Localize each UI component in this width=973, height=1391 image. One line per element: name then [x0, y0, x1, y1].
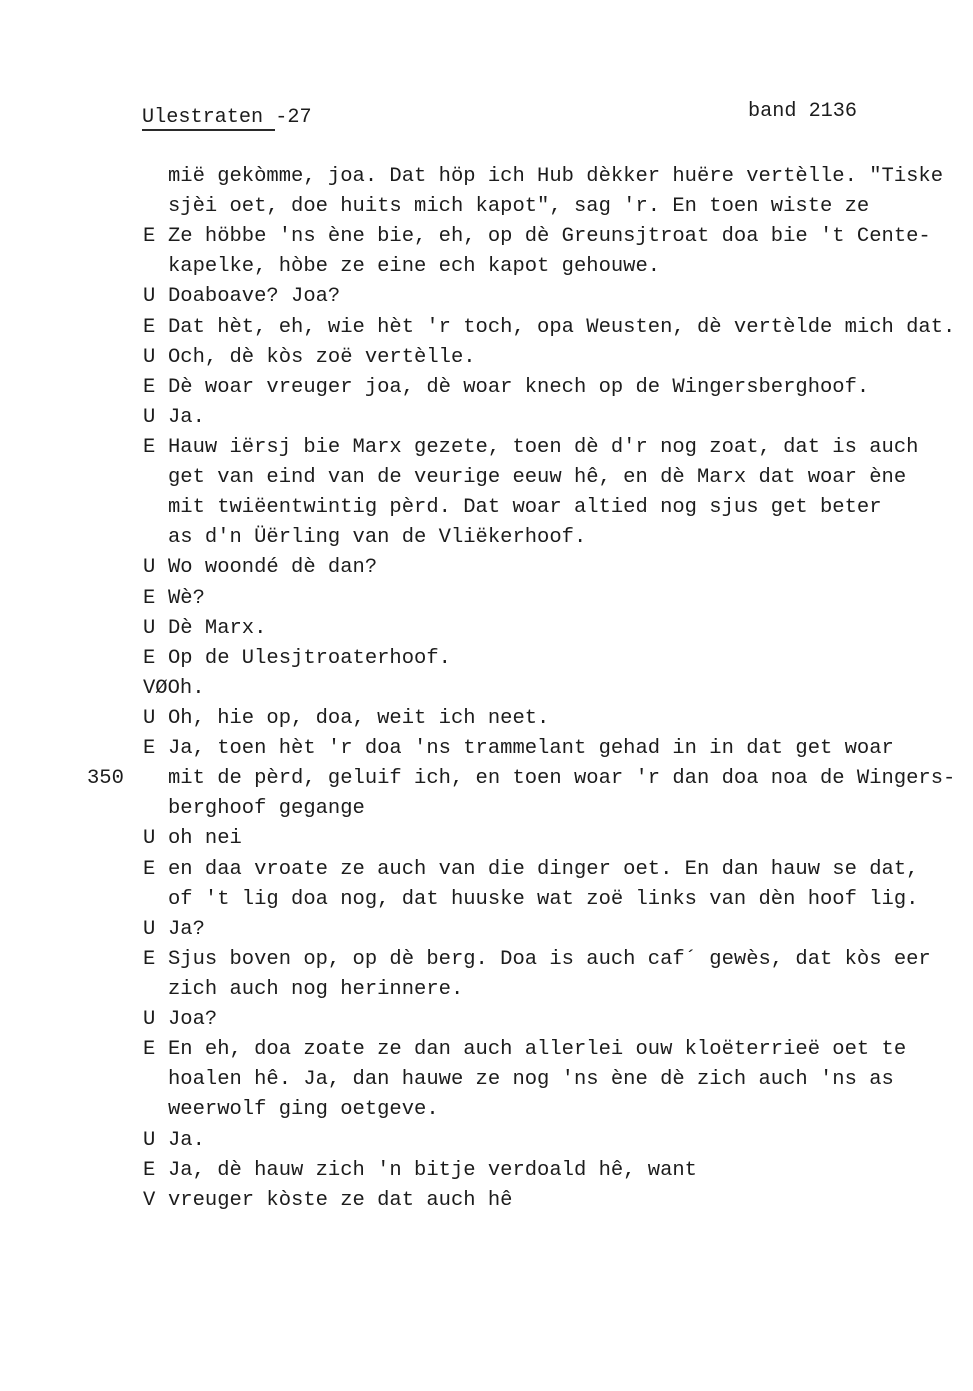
speaker-marker: U [143, 616, 156, 640]
line-text: as d'n Üërling van de Vliëkerhoof. [168, 526, 587, 550]
transcript-line [143, 1126, 968, 1156]
line-text: Ja, dè hauw zich 'n bitje verdoald hê, want [168, 1158, 697, 1182]
transcript-line [143, 1156, 968, 1186]
speaker-marker: VØOh. [143, 676, 205, 700]
speaker-marker: U [143, 1008, 156, 1032]
line-text: Och, dè kòs zoë vertèlle. [168, 345, 476, 369]
speaker-marker: U [143, 827, 156, 851]
line-text: zich auch nog herinnere. [168, 977, 464, 1001]
transcript-line [143, 915, 968, 945]
line-text: mit twiëentwintig pèrd. Dat woar altied nog sjus get beter [168, 496, 882, 520]
transcript-line [143, 824, 968, 854]
transcript-line [143, 403, 968, 433]
line-text: Ja? [168, 917, 205, 941]
transcript-line [87, 764, 968, 794]
line-text: Ja. [168, 405, 205, 429]
line-text: mit de pèrd, geluif ich, en toen woar 'r dan doa noa de Wingers- [168, 767, 956, 791]
line-text: Hauw iërsj bie Marx gezete, toen dè d'r nog zoat, dat is auch [168, 435, 919, 459]
speaker-marker: E [143, 646, 156, 670]
transcript-line [143, 584, 968, 614]
speaker-marker: U [143, 917, 156, 941]
transcript-body [87, 162, 968, 1216]
speaker-marker: E [143, 947, 156, 971]
line-text: Dat hèt, eh, wie hèt 'r toch, opa Weusten, dè vertèlde mich dat. [168, 315, 956, 339]
line-text: of 't lig doa nog, dat huuske wat zoë links van dèn hoof lig. [168, 887, 919, 911]
page-header-tape-number: band 2136 [748, 100, 858, 123]
transcript-line [143, 1035, 968, 1065]
transcript-line [143, 734, 968, 764]
speaker-marker: E [143, 1038, 156, 1062]
transcript-line [143, 614, 968, 644]
transcript-line [143, 1095, 968, 1125]
transcript-line [143, 222, 968, 252]
line-text: Sjus boven op, op dè berg. Doa is auch caf´ gewès, dat kòs eer [168, 947, 931, 971]
line-text: sjèi oet, doe huits mich kapot", sag 'r. En toen wiste ze [168, 195, 870, 219]
speaker-marker: E [143, 375, 156, 399]
transcript-line [143, 433, 968, 463]
header-underline [142, 129, 275, 131]
line-text: Dè Marx. [168, 616, 267, 640]
line-text: Ze höbbe 'ns ène bie, eh, op dè Greunsjtroat doa bie 't Cente- [168, 225, 931, 249]
line-text: En eh, doa zoate ze dan auch allerlei ouw kloëterrieë oet te [168, 1038, 907, 1062]
transcript-line [143, 704, 968, 734]
speaker-marker: V [143, 1188, 156, 1212]
transcript-line [143, 523, 968, 553]
speaker-marker: E [143, 225, 156, 249]
line-text: Wo woondé dè dan? [168, 556, 378, 580]
line-text: get van eind van de veurige eeuw hê, en dè Marx dat woar ène [168, 466, 907, 490]
transcript-line [143, 252, 968, 282]
transcript-line [143, 975, 968, 1005]
speaker-marker: E [143, 435, 156, 459]
transcript-line [143, 493, 968, 523]
transcript-line [143, 373, 968, 403]
line-text: berghoof gegange [168, 797, 365, 821]
transcript-line [143, 343, 968, 373]
transcript-line [143, 1065, 968, 1095]
line-text: Ja, toen hèt 'r doa 'ns trammelant gehad in in dat get woar [168, 737, 894, 761]
transcript-line [143, 1186, 968, 1216]
line-text: Doaboave? Joa? [168, 285, 341, 309]
line-text: weerwolf ging oetgeve. [168, 1098, 439, 1122]
speaker-marker: U [143, 345, 156, 369]
margin-line-number: 350 [87, 767, 124, 791]
transcript-line [143, 1005, 968, 1035]
speaker-marker: U [143, 285, 156, 309]
line-text: oh nei [168, 827, 242, 851]
transcript-line [143, 855, 968, 885]
line-text: Dè woar vreuger joa, dè woar knech op de Wingersberghoof. [168, 375, 870, 399]
transcript-line [143, 282, 968, 312]
line-text: vreuger kòste ze dat auch hê [168, 1188, 513, 1212]
speaker-marker: U [143, 706, 156, 730]
transcript-line [143, 794, 968, 824]
speaker-marker: E [143, 315, 156, 339]
transcript-line [143, 945, 968, 975]
line-text: hoalen hê. Ja, dan hauwe ze nog 'ns ène dè zich auch 'ns as [168, 1068, 894, 1092]
page-header-location: Ulestraten -27 [142, 106, 312, 129]
line-text: en daa vroate ze auch van die dinger oet. En dan hauw se dat, [168, 857, 919, 881]
speaker-marker: U [143, 1128, 156, 1152]
transcript-line [143, 553, 968, 583]
line-text: Op de Ulesjtroaterhoof. [168, 646, 451, 670]
line-text: Wè? [168, 586, 205, 610]
line-text: Ja. [168, 1128, 205, 1152]
line-text: Oh, hie op, doa, weit ich neet. [168, 706, 550, 730]
speaker-marker: E [143, 586, 156, 610]
transcript-line [143, 885, 968, 915]
line-text: Joa? [168, 1008, 218, 1032]
line-text: mië gekòmme, joa. Dat höp ich Hub dèkker huëre vertèlle. "Tiske [168, 165, 944, 188]
transcript-line [143, 463, 968, 493]
speaker-marker: E [143, 737, 156, 761]
speaker-marker: U [143, 405, 156, 429]
speaker-marker: E [143, 857, 156, 881]
speaker-marker: E [143, 1158, 156, 1182]
speaker-marker: U [143, 556, 156, 580]
transcript-line [143, 192, 968, 222]
transcript-line [143, 313, 968, 343]
transcript-line [143, 162, 968, 192]
transcript-line [143, 644, 968, 674]
transcript-line [143, 674, 968, 704]
line-text: kapelke, hòbe ze eine ech kapot gehouwe. [168, 255, 661, 279]
